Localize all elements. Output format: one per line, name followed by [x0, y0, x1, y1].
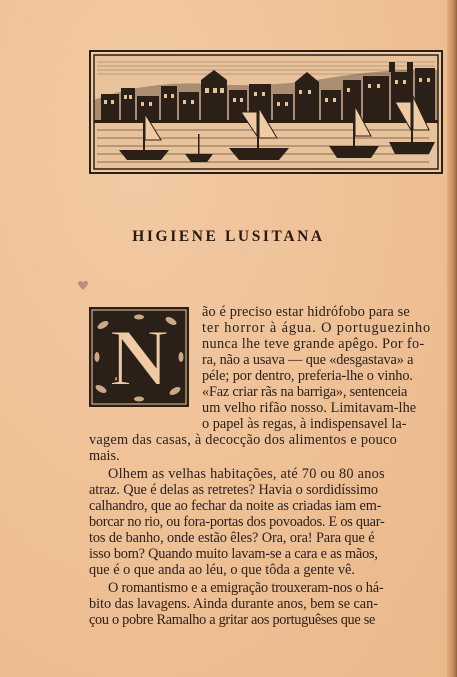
body-line: ter horror à água. O portuguezinho [202, 320, 432, 336]
page-edge [447, 0, 457, 677]
body-line: que é o que anda ao léu, o que tôda a gente vê. [89, 562, 355, 578]
dropcap-letter: N [109, 312, 169, 403]
chapter-title: HIGIENE LUSITANA [132, 228, 325, 245]
body-line: borcar no rio, ou fora-portas dos povoados. E os quar- [89, 514, 385, 530]
heart-leaf-ornament-icon [77, 279, 89, 291]
body-line: mais. [89, 448, 120, 464]
body-line: ra, não a usava — que «desgastava» a [202, 352, 414, 368]
body-line: isso bom? Quando muito lavam-se a cara e as mãos, [89, 546, 378, 562]
body-line: Olhem as velhas habitações, até 70 ou 80 anos [108, 466, 385, 482]
body-line: vagem das casas, à decocção dos alimentos e pouco [89, 432, 398, 448]
body-line: calhandro, que ao fechar da noite as criadas iam em- [89, 498, 382, 514]
body-line: «Faz criar rãs na barriga», sentenceia [202, 384, 408, 400]
decorated-initial-n [89, 307, 189, 407]
body-line: O romantismo e a emigração trouxeram-nos o há- [108, 580, 384, 596]
body-line: çou o pobre Ramalho a gritar aos portuguêses que se [89, 612, 376, 628]
body-line: nunca lhe teve grande apêgo. Por fo- [202, 336, 425, 352]
body-line: tos de banho, onde estão êles? Ora, ora! Para que é [89, 530, 375, 546]
body-line: atraz. Que é delas as retretes? Havia o sordidíssimo [89, 482, 378, 498]
body-line: bito das lavagens. Ainda durante anos, bem se can- [89, 596, 378, 612]
body-line: o papel às regas, à indispensavel la- [202, 416, 407, 432]
body-line: péle; por dentro, preferia-lhe o vinho. [202, 368, 413, 384]
harbor-woodcut-illustration [89, 50, 443, 174]
body-line: um velho rifão nosso. Limitavam-lhe [202, 400, 417, 416]
body-line: ão é preciso estar hidrófobo para se [202, 304, 410, 320]
